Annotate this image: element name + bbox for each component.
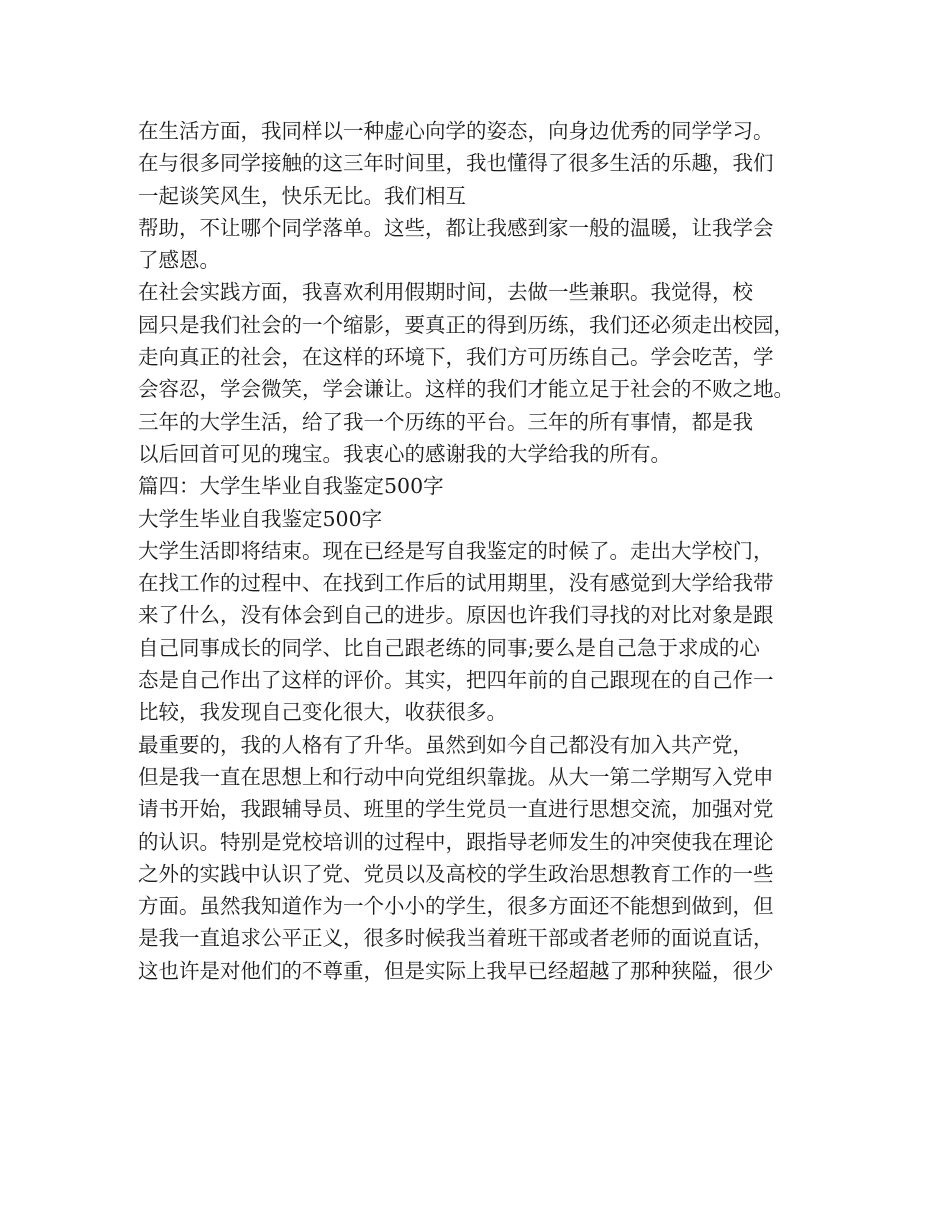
text-line: 的认识。特别是党校培训的过程中，跟指导老师发生的冲突使我在理论 xyxy=(138,829,774,854)
text-line: 是我一直追求公平正义，很多时候我当着班干部或者老师的面说直话， xyxy=(138,926,774,951)
text-line: 会容忍，学会微笑，学会谦让。这样的我们才能立足于社会的不败之地。 xyxy=(138,377,794,402)
text-line: 帮助，不让哪个同学落单。这些，都让我感到家一般的温暖，让我学会 xyxy=(138,215,774,240)
text-line: 了感恩。 xyxy=(138,248,220,273)
text-line: 态是自己作出了这样的评价。其实，把四年前的自己跟现在的自己作一 xyxy=(138,668,774,693)
text-line: 最重要的，我的人格有了升华。虽然到如今自己都没有加入共产党， xyxy=(138,732,753,757)
text-line: 但是我一直在思想上和行动中向党组织靠拢。从大一第二学期写入党申 xyxy=(138,764,774,789)
text-line: 在与很多同学接触的这三年时间里，我也懂得了很多生活的乐趣，我们 xyxy=(138,151,774,176)
text-line: 在社会实践方面，我喜欢利用假期时间，去做一些兼职。我觉得，校 xyxy=(138,280,753,305)
text-line: 三年的大学生活，给了我一个历练的平台。三年的所有事情，都是我 xyxy=(138,409,753,434)
text-line: 请书开始，我跟辅导员、班里的学生党员一直进行思想交流，加强对党 xyxy=(138,797,774,822)
section-heading: 篇四：大学生毕业自我鉴定500字 xyxy=(138,474,444,499)
article-title: 大学生毕业自我鉴定500字 xyxy=(138,506,383,531)
text-line: 方面。虽然我知道作为一个小小的学生，很多方面还不能想到做到，但 xyxy=(138,894,774,919)
text-line: 自己同事成长的同学、比自己跟老练的同事;要么是自己急于求成的心 xyxy=(138,635,760,660)
text-line: 以后回首可见的瑰宝。我衷心的感谢我的大学给我的所有。 xyxy=(138,441,671,466)
text-line: 之外的实践中认识了党、党员以及高校的学生政治思想教育工作的一些 xyxy=(138,861,774,886)
text-line: 比较，我发现自己变化很大，收获很多。 xyxy=(138,700,507,725)
document-body xyxy=(138,115,838,987)
text-line: 园只是我们社会的一个缩影，要真正的得到历练，我们还必须走出校园， xyxy=(138,312,794,337)
text-line: 这也许是对他们的不尊重，但是实际上我早已经超越了那种狭隘，很少 xyxy=(138,958,774,983)
text-line: 走向真正的社会，在这样的环境下，我们方可历练自己。学会吃苦，学 xyxy=(138,345,774,370)
text-line: 在找工作的过程中、在找到工作后的试用期里，没有感觉到大学给我带 xyxy=(138,571,774,596)
text-line: 一起谈笑风生，快乐无比。我们相互 xyxy=(138,183,466,208)
text-line: 来了什么，没有体会到自己的进步。原因也许我们寻找的对比对象是跟 xyxy=(138,603,774,628)
text-line: 大学生活即将结束。现在已经是写自我鉴定的时候了。走出大学校门， xyxy=(138,538,774,563)
text-line: 在生活方面，我同样以一种虚心向学的姿态，向身边优秀的同学学习。 xyxy=(138,119,774,143)
